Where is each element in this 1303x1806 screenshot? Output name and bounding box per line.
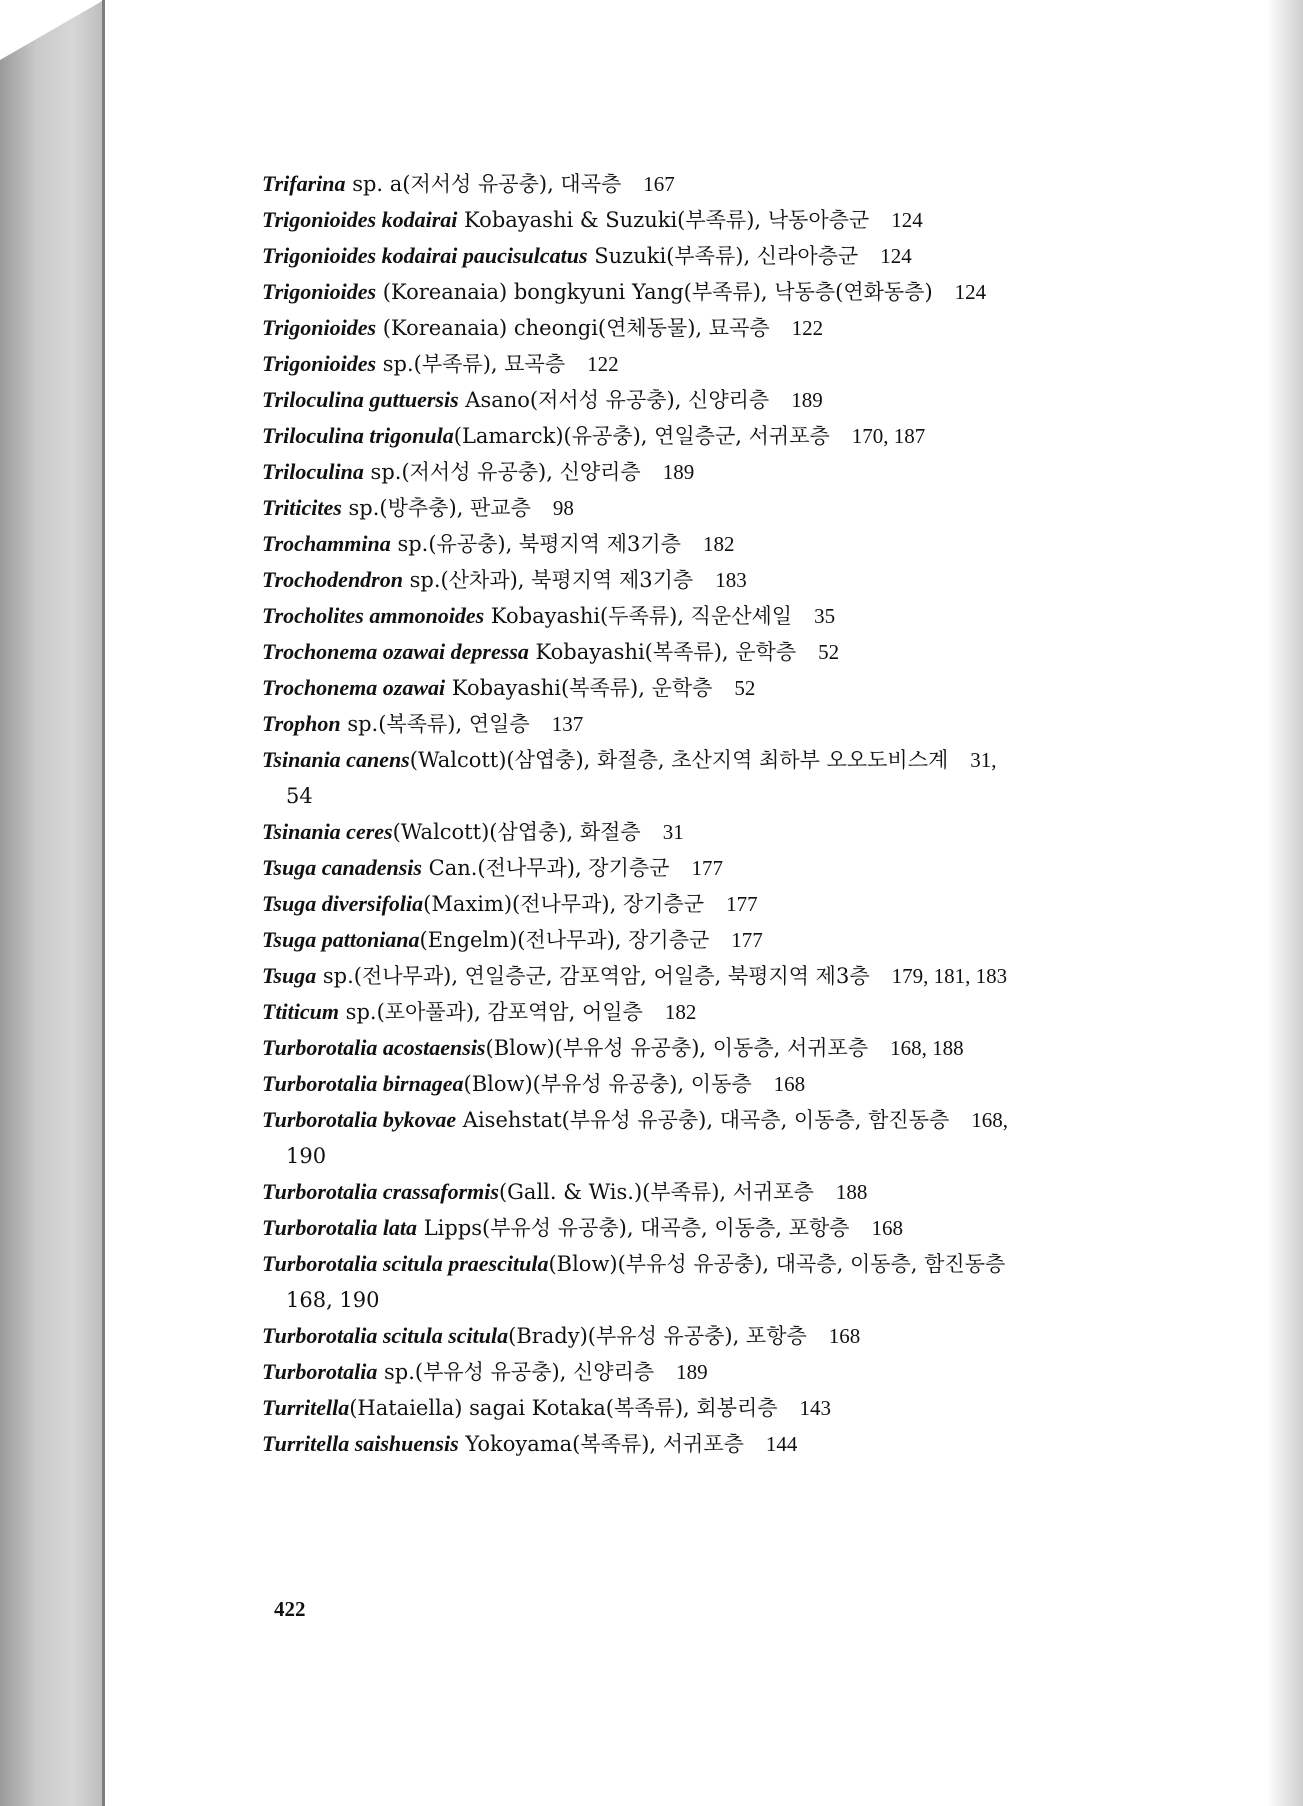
species-name: Trocholites ammonoides (262, 603, 485, 628)
entry-description: (Gall. & Wis.)(부족류), 서귀포층 (498, 1180, 814, 1204)
entry-description: Kobayashi & Suzuki(부족류), 낙동아층군 (457, 208, 870, 232)
species-name: Turritella saishuensis (262, 1431, 459, 1456)
species-name: Trigonioides (262, 279, 377, 304)
page-shadow (1267, 0, 1303, 1806)
page-references: 143 (799, 1396, 832, 1420)
entry-description: (Blow)(부유성 유공충), 이동층 (463, 1072, 752, 1096)
page-references: 122 (791, 316, 824, 340)
entry-description: (Lamarck)(유공충), 연일층군, 서귀포층 (453, 424, 830, 448)
index-entry (262, 886, 1162, 922)
entry-description: Kobayashi(복족류), 운학층 (445, 676, 713, 700)
species-name: Turborotalia scitula scitula (262, 1323, 509, 1348)
index-entry (262, 1354, 1162, 1390)
page-references: 52 (734, 676, 756, 700)
index-entry (262, 670, 1162, 706)
index-entry (262, 706, 1162, 742)
species-name: Trigonioides kodairai (262, 207, 458, 232)
index-entry (262, 274, 1162, 310)
entry-description: (Maxim)(전나무과), 장기층군 (423, 892, 705, 916)
page-references: 124 (954, 280, 987, 304)
entry-description: Aisehstat(부유성 유공충), 대곡층, 이동층, 함진동층 (456, 1108, 950, 1132)
page-references: 168 (773, 1072, 806, 1096)
index-entry (262, 814, 1162, 850)
page-references-continued: 168, 190 (286, 1288, 380, 1312)
page-references: 31 (662, 820, 684, 844)
page-references: 137 (551, 712, 584, 736)
entry-description: Lipps(부유성 유공충), 대곡층, 이동층, 포항층 (417, 1216, 850, 1240)
page-references-continued: 190 (286, 1144, 327, 1168)
index-entry (262, 850, 1162, 886)
entry-description: sp.(유공충), 북평지역 제3기층 (390, 532, 681, 556)
index-entry (262, 994, 1162, 1030)
page-references: 168 (828, 1324, 861, 1348)
species-name: Trigonioides (262, 315, 377, 340)
species-name: Turborotalia birnagea (262, 1071, 464, 1096)
entry-description: (Koreanaia) bongkyuni Yang(부족류), 낙동층(연화동층) (376, 280, 933, 304)
species-name: Tsuga (262, 963, 317, 988)
index-entry (262, 346, 1162, 382)
species-name: Turborotalia lata (262, 1215, 418, 1240)
index-entry (262, 1102, 1162, 1174)
species-name: Tsuga pattoniana (262, 927, 420, 952)
species-name: Triloculina trigonula (262, 423, 454, 448)
page-number: 422 (274, 1597, 306, 1621)
index-entries (262, 166, 1162, 1462)
species-name: Ttiticum (262, 999, 339, 1024)
book-spine (0, 0, 104, 1806)
index-entry (262, 1426, 1162, 1462)
species-name: Triticites (262, 495, 342, 520)
entry-description: Suzuki(부족류), 신라아층군 (587, 244, 859, 268)
entry-description: (Blow)(부유성 유공충), 대곡층, 이동층, 함진동층 (548, 1252, 1006, 1276)
species-name: Turritella (262, 1395, 350, 1420)
index-entry (262, 454, 1162, 490)
index-entry (262, 958, 1162, 994)
entry-description: (Blow)(부유성 유공충), 이동층, 서귀포층 (485, 1036, 869, 1060)
page-references: 168 (871, 1216, 903, 1240)
species-name: Trophon (262, 711, 341, 736)
page-references: 168, 188 (890, 1036, 964, 1060)
page-references: 179, 181, 183 (891, 964, 1008, 988)
index-entry (262, 922, 1162, 958)
index-entry (262, 1030, 1162, 1066)
species-name: Trifarina (262, 171, 346, 196)
page-references: 177 (691, 856, 723, 880)
page-references: 35 (814, 604, 836, 628)
species-name: Triloculina (262, 459, 364, 484)
page-references: 167 (643, 172, 675, 196)
entry-description: (Walcott)(삼엽충), 화절층 (392, 820, 641, 844)
species-name: Turborotalia acostaensis (262, 1035, 486, 1060)
index-entry (262, 526, 1162, 562)
species-name: Turborotalia bykovae (262, 1107, 457, 1132)
index-entry (262, 382, 1162, 418)
index-entry (262, 634, 1162, 670)
entry-description: sp.(포아풀과), 감포역암, 어일층 (339, 1000, 643, 1024)
species-name: Trochammina (262, 531, 391, 556)
index-entry (262, 1246, 1162, 1318)
index-entry (262, 1066, 1162, 1102)
species-name: Trochodendron (262, 567, 403, 592)
page-references: 177 (726, 892, 758, 916)
species-name: Triloculina guttuersis (262, 387, 459, 412)
entry-description: Kobayashi(복족류), 운학층 (528, 640, 797, 664)
index-entry (262, 238, 1162, 274)
page-references: 144 (765, 1432, 798, 1456)
page-references: 182 (664, 1000, 697, 1024)
index-entry (262, 310, 1162, 346)
page-references: 170, 187 (851, 424, 926, 448)
entry-description: Asano(저서성 유공충), 신양리층 (458, 388, 770, 412)
species-name: Turborotalia crassaformis (262, 1179, 499, 1204)
species-name: Tsinania canens (262, 747, 410, 772)
index-entry (262, 742, 1162, 814)
entry-description: sp.(복족류), 연일층 (340, 712, 530, 736)
page-references: 189 (791, 388, 823, 412)
page-references: 189 (662, 460, 695, 484)
page-references: 182 (702, 532, 735, 556)
page-references: 177 (731, 928, 763, 952)
entry-description: sp.(산차과), 북평지역 제3기층 (402, 568, 694, 592)
page-references-continued: 54 (286, 784, 313, 808)
entry-description: sp. a(저서성 유공충), 대곡층 (345, 172, 622, 196)
page-references: 31, (970, 748, 997, 772)
entry-description: Can.(전나무과), 장기층군 (421, 856, 670, 880)
index-entry (262, 418, 1162, 454)
entry-description: sp.(방추충), 판교층 (341, 496, 531, 520)
page-references: 189 (676, 1360, 708, 1384)
species-name: Trochonema ozawai (262, 675, 446, 700)
index-entry (262, 1390, 1162, 1426)
entry-description: sp.(저서성 유공충), 신양리층 (363, 460, 641, 484)
index-entry (262, 598, 1162, 634)
index-entry (262, 1174, 1162, 1210)
entry-description: (Hataiella) sagai Kotaka(복족류), 회봉리층 (349, 1396, 778, 1420)
index-entry (262, 166, 1162, 202)
species-name: Turborotalia scitula praescitula (262, 1251, 549, 1276)
page-references: 124 (891, 208, 923, 232)
species-name: Tsinania ceres (262, 819, 393, 844)
page-references: 168, (971, 1108, 1009, 1132)
entry-description: (Brady)(부유성 유공충), 포항층 (508, 1324, 807, 1348)
species-name: Trigonioides (262, 351, 377, 376)
entry-description: sp.(부유성 유공충), 신양리층 (377, 1360, 655, 1384)
entry-description: Kobayashi(두족류), 직운산셰일 (484, 604, 793, 628)
index-entry (262, 1210, 1162, 1246)
species-name: Trochonema ozawai depressa (262, 639, 529, 664)
entry-description: (Engelm)(전나무과), 장기층군 (419, 928, 710, 952)
entry-description: Yokoyama(복족류), 서귀포층 (458, 1432, 744, 1456)
page-references: 183 (715, 568, 747, 592)
entry-description: (Koreanaia) cheongi(연체동물), 묘곡층 (376, 316, 770, 340)
entry-description: sp.(부족류), 묘곡층 (376, 352, 566, 376)
species-name: Turborotalia (262, 1359, 378, 1384)
index-entry (262, 202, 1162, 238)
page-references: 122 (587, 352, 619, 376)
species-name: Tsuga canadensis (262, 855, 422, 880)
species-name: Tsuga diversifolia (262, 891, 424, 916)
page-references: 124 (880, 244, 912, 268)
entry-description: (Walcott)(삼엽충), 화절층, 초산지역 최하부 오오도비스계 (409, 748, 949, 772)
page-references: 52 (818, 640, 840, 664)
index-entry (262, 490, 1162, 526)
page-references: 188 (835, 1180, 868, 1204)
entry-description: sp.(전나무과), 연일층군, 감포역암, 어일층, 북평지역 제3층 (316, 964, 870, 988)
index-entry (262, 562, 1162, 598)
page-references: 98 (552, 496, 574, 520)
species-name: Trigonioides kodairai paucisulcatus (262, 243, 588, 268)
index-entry (262, 1318, 1162, 1354)
